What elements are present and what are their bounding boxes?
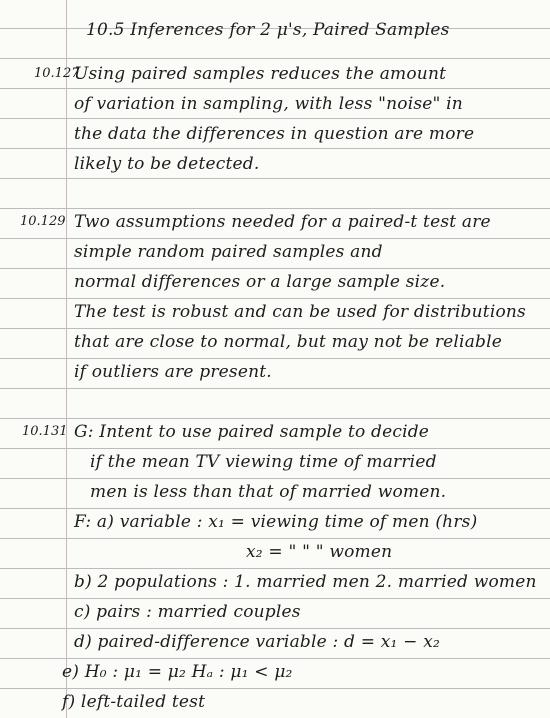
ruled-line bbox=[0, 658, 550, 659]
ruled-line bbox=[0, 688, 550, 689]
problem-number: 10.131 bbox=[22, 424, 68, 439]
answer-line: Two assumptions needed for a paired-t test are bbox=[74, 212, 491, 232]
ruled-line bbox=[0, 418, 550, 419]
ruled-line bbox=[0, 388, 550, 389]
answer-line: of variation in sampling, with less "noise" in bbox=[74, 94, 463, 114]
ruled-line bbox=[0, 328, 550, 329]
answer-line: simple random paired samples and bbox=[74, 242, 383, 262]
answer-line: men is less than that of married women. bbox=[90, 482, 447, 502]
answer-line: the data the differences in question are more bbox=[74, 124, 475, 144]
answer-line: G: Intent to use paired sample to decide bbox=[74, 422, 430, 442]
ruled-line bbox=[0, 268, 550, 269]
problem-number: 10.127 bbox=[34, 66, 80, 81]
margin-line bbox=[66, 0, 67, 718]
answer-line: b) 2 populations : 1. married men 2. married women bbox=[74, 572, 537, 592]
problem-number: 10.129 bbox=[20, 214, 66, 229]
answer-line: d) paired-difference variable : d = x₁ − x₂ bbox=[74, 632, 441, 652]
answer-line: F: a) variable : x₁ = viewing time of men (hrs) bbox=[74, 512, 478, 532]
ruled-line bbox=[0, 178, 550, 179]
ruled-line bbox=[0, 298, 550, 299]
ruled-line bbox=[0, 448, 550, 449]
ruled-line bbox=[0, 358, 550, 359]
answer-line: x₂ = " " " women bbox=[246, 542, 393, 562]
answer-line: normal differences or a large sample size. bbox=[74, 272, 446, 292]
ruled-line bbox=[0, 88, 550, 89]
ruled-line bbox=[0, 58, 550, 59]
ruled-line bbox=[0, 118, 550, 119]
ruled-line bbox=[0, 568, 550, 569]
answer-line: The test is robust and can be used for distributions bbox=[74, 302, 526, 322]
answer-line: e) H₀ : μ₁ = μ₂ Hₐ : μ₁ < μ₂ bbox=[62, 662, 293, 682]
answer-line: f) left-tailed test bbox=[62, 692, 206, 712]
answer-line: c) pairs : married couples bbox=[74, 602, 301, 622]
answer-line: if outliers are present. bbox=[74, 362, 272, 382]
ruled-line bbox=[0, 238, 550, 239]
ruled-line bbox=[0, 508, 550, 509]
ruled-line bbox=[0, 538, 550, 539]
answer-line: if the mean TV viewing time of married bbox=[90, 452, 437, 472]
ruled-line bbox=[0, 628, 550, 629]
ruled-line bbox=[0, 598, 550, 599]
ruled-line bbox=[0, 478, 550, 479]
page-title: 10.5 Inferences for 2 μ's, Paired Samples bbox=[86, 20, 450, 40]
answer-line: that are close to normal, but may not be reliable bbox=[74, 332, 503, 352]
answer-line: likely to be detected. bbox=[74, 154, 260, 174]
answer-line: Using paired samples reduces the amount bbox=[74, 64, 447, 84]
ruled-line bbox=[0, 208, 550, 209]
ruled-line bbox=[0, 148, 550, 149]
